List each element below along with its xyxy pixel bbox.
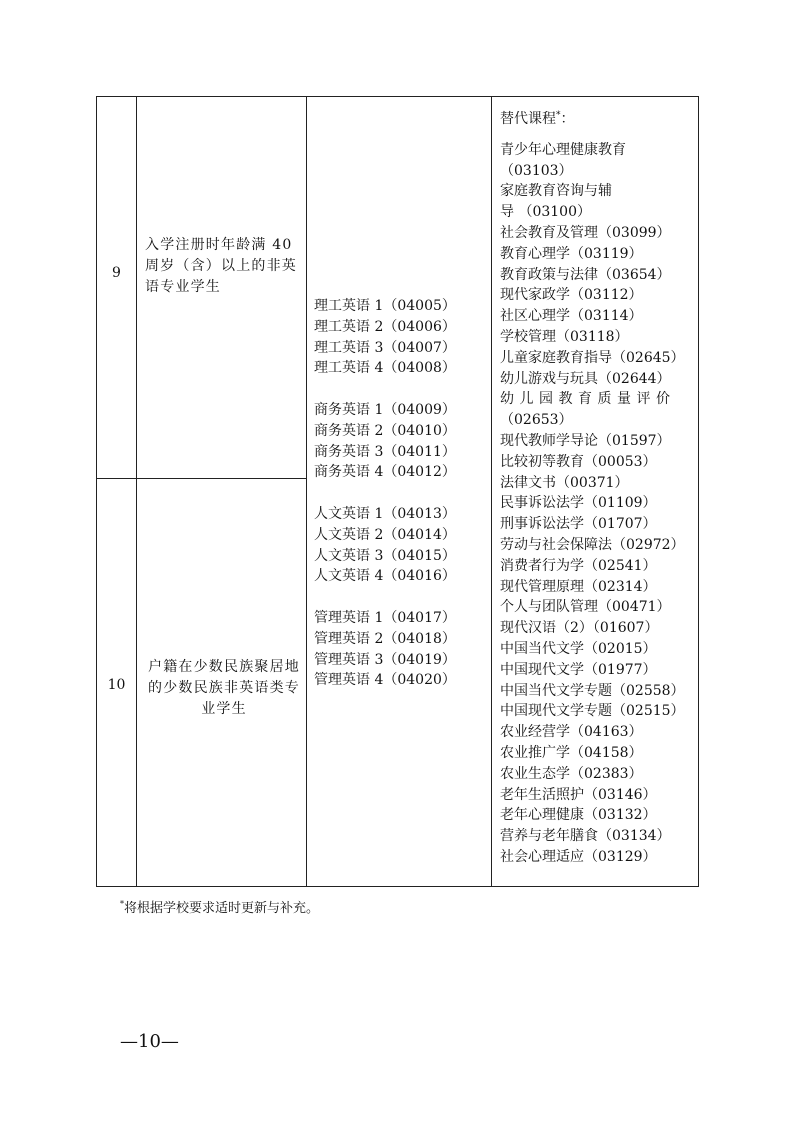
alternative-course: 比较初等教育（00053） xyxy=(500,453,657,470)
alternative-course: 现代教师学导论（01597） xyxy=(500,432,671,449)
english-course: 商务英语 1（04009） xyxy=(314,401,456,418)
alternative-course: 现代汉语（2）（01607） xyxy=(500,620,659,637)
english-course-group xyxy=(314,504,484,587)
column-divider xyxy=(306,97,307,886)
alternative-course: 社会教育及管理（03099） xyxy=(500,224,671,241)
row-number: 10 xyxy=(107,677,126,693)
english-course: 管理英语 3（04019） xyxy=(314,651,456,668)
english-course: 管理英语 2（04018） xyxy=(314,630,456,647)
alternative-course: 刑事诉讼法学（01707） xyxy=(500,516,657,533)
alternative-course: 现代管理原理（02314） xyxy=(500,578,657,595)
english-course: 理工英语 1（04005） xyxy=(314,298,456,314)
alternative-course: （03103） xyxy=(500,162,573,179)
english-courses xyxy=(314,296,484,712)
alternative-course: 民事诉讼法学（01109） xyxy=(500,495,657,512)
english-course: 管理英语 1（04017） xyxy=(314,609,456,626)
english-course: 人文英语 4（04016） xyxy=(314,568,456,585)
alternative-course: 农业推广学（04158） xyxy=(500,744,643,761)
alternative-header-label: 替代课程 xyxy=(500,111,556,127)
alternative-course: （02653） xyxy=(500,412,573,429)
alternative-course: 社会心理适应（03129） xyxy=(500,848,657,865)
alternative-course: 消费者行为学（02541） xyxy=(500,557,657,574)
english-course: 商务英语 3（04011） xyxy=(314,443,456,460)
english-course: 人文英语 1（04013） xyxy=(314,505,456,522)
alternative-course: 导 （03100） xyxy=(500,204,591,221)
alternative-course: 老年生活照护（03146） xyxy=(500,786,657,803)
english-course: 人文英语 2（04014） xyxy=(314,526,456,543)
english-course: 理工英语 3（04007） xyxy=(314,339,456,356)
english-course: 商务英语 4（04012） xyxy=(314,464,456,481)
row-divider xyxy=(97,478,306,479)
alternative-course: 中国当代文学（02015） xyxy=(500,640,657,657)
english-course: 商务英语 2（04010） xyxy=(314,422,456,439)
alternative-course: 中国现代文学专题（02515） xyxy=(500,703,685,720)
page-number: —10— xyxy=(120,1031,179,1052)
english-course-group xyxy=(314,608,484,691)
alternative-course: 现代家政学（03112） xyxy=(500,287,643,304)
alternative-header-suffix: ： xyxy=(560,111,575,127)
alternative-course: 老年心理健康（03132） xyxy=(500,807,657,824)
english-course: 理工英语 2（04006） xyxy=(314,318,456,335)
alternative-course: 农业生态学（02383） xyxy=(500,765,643,782)
alternative-course: 儿童家庭教育指导（02645） xyxy=(500,349,685,366)
footnote-mark: * xyxy=(120,899,124,909)
english-course-group xyxy=(314,400,484,483)
english-course: 管理英语 4（04020） xyxy=(314,672,456,689)
english-course: 人文英语 3（04015） xyxy=(314,547,456,564)
row-condition: 入学注册时年龄满 40 周岁（含）以上的非英语专业学生 xyxy=(145,237,297,295)
alternative-course: 幼儿园教育质量评价 xyxy=(500,391,676,408)
alternative-course: 农业经营学（04163） xyxy=(500,724,643,741)
column-divider xyxy=(136,97,137,886)
alternative-course: 个人与团队管理（00471） xyxy=(500,599,671,616)
row-number: 9 xyxy=(112,265,121,281)
alternative-course: 青少年心理健康教育 xyxy=(500,141,626,158)
alternative-course: 营养与老年膳食（03134） xyxy=(500,828,671,845)
alternative-course: 教育心理学（03119） xyxy=(500,245,643,262)
alternative-course: 中国现代文学（01977） xyxy=(500,661,657,678)
english-course: 理工英语 4（04008） xyxy=(314,360,456,377)
course-table xyxy=(96,96,699,887)
english-course-group xyxy=(314,296,484,379)
alternative-course: 中国当代文学专题（02558） xyxy=(500,682,685,699)
footnote xyxy=(120,900,319,918)
footnote-text: 将根据学校要求适时更新与补充。 xyxy=(124,901,320,916)
alternative-course: 劳动与社会保障法（02972） xyxy=(500,536,685,553)
alternative-courses-header xyxy=(500,109,695,130)
alternative-courses xyxy=(500,109,695,868)
row-condition: 户籍在少数民族聚居地的少数民族非英语类专业学生 xyxy=(148,659,300,717)
alternative-course: 法律文书（00371） xyxy=(500,474,629,491)
alternative-course: 教育政策与法律（03654） xyxy=(500,266,671,283)
alternative-course: 家庭教育咨询与辅 xyxy=(500,183,612,200)
alternative-course: 社区心理学（03114） xyxy=(500,308,643,325)
column-divider xyxy=(491,97,492,886)
alternative-header-mark: * xyxy=(556,110,561,121)
alternative-course: 幼儿游戏与玩具（02644） xyxy=(500,370,671,387)
alternative-course: 学校管理（03118） xyxy=(500,328,629,345)
